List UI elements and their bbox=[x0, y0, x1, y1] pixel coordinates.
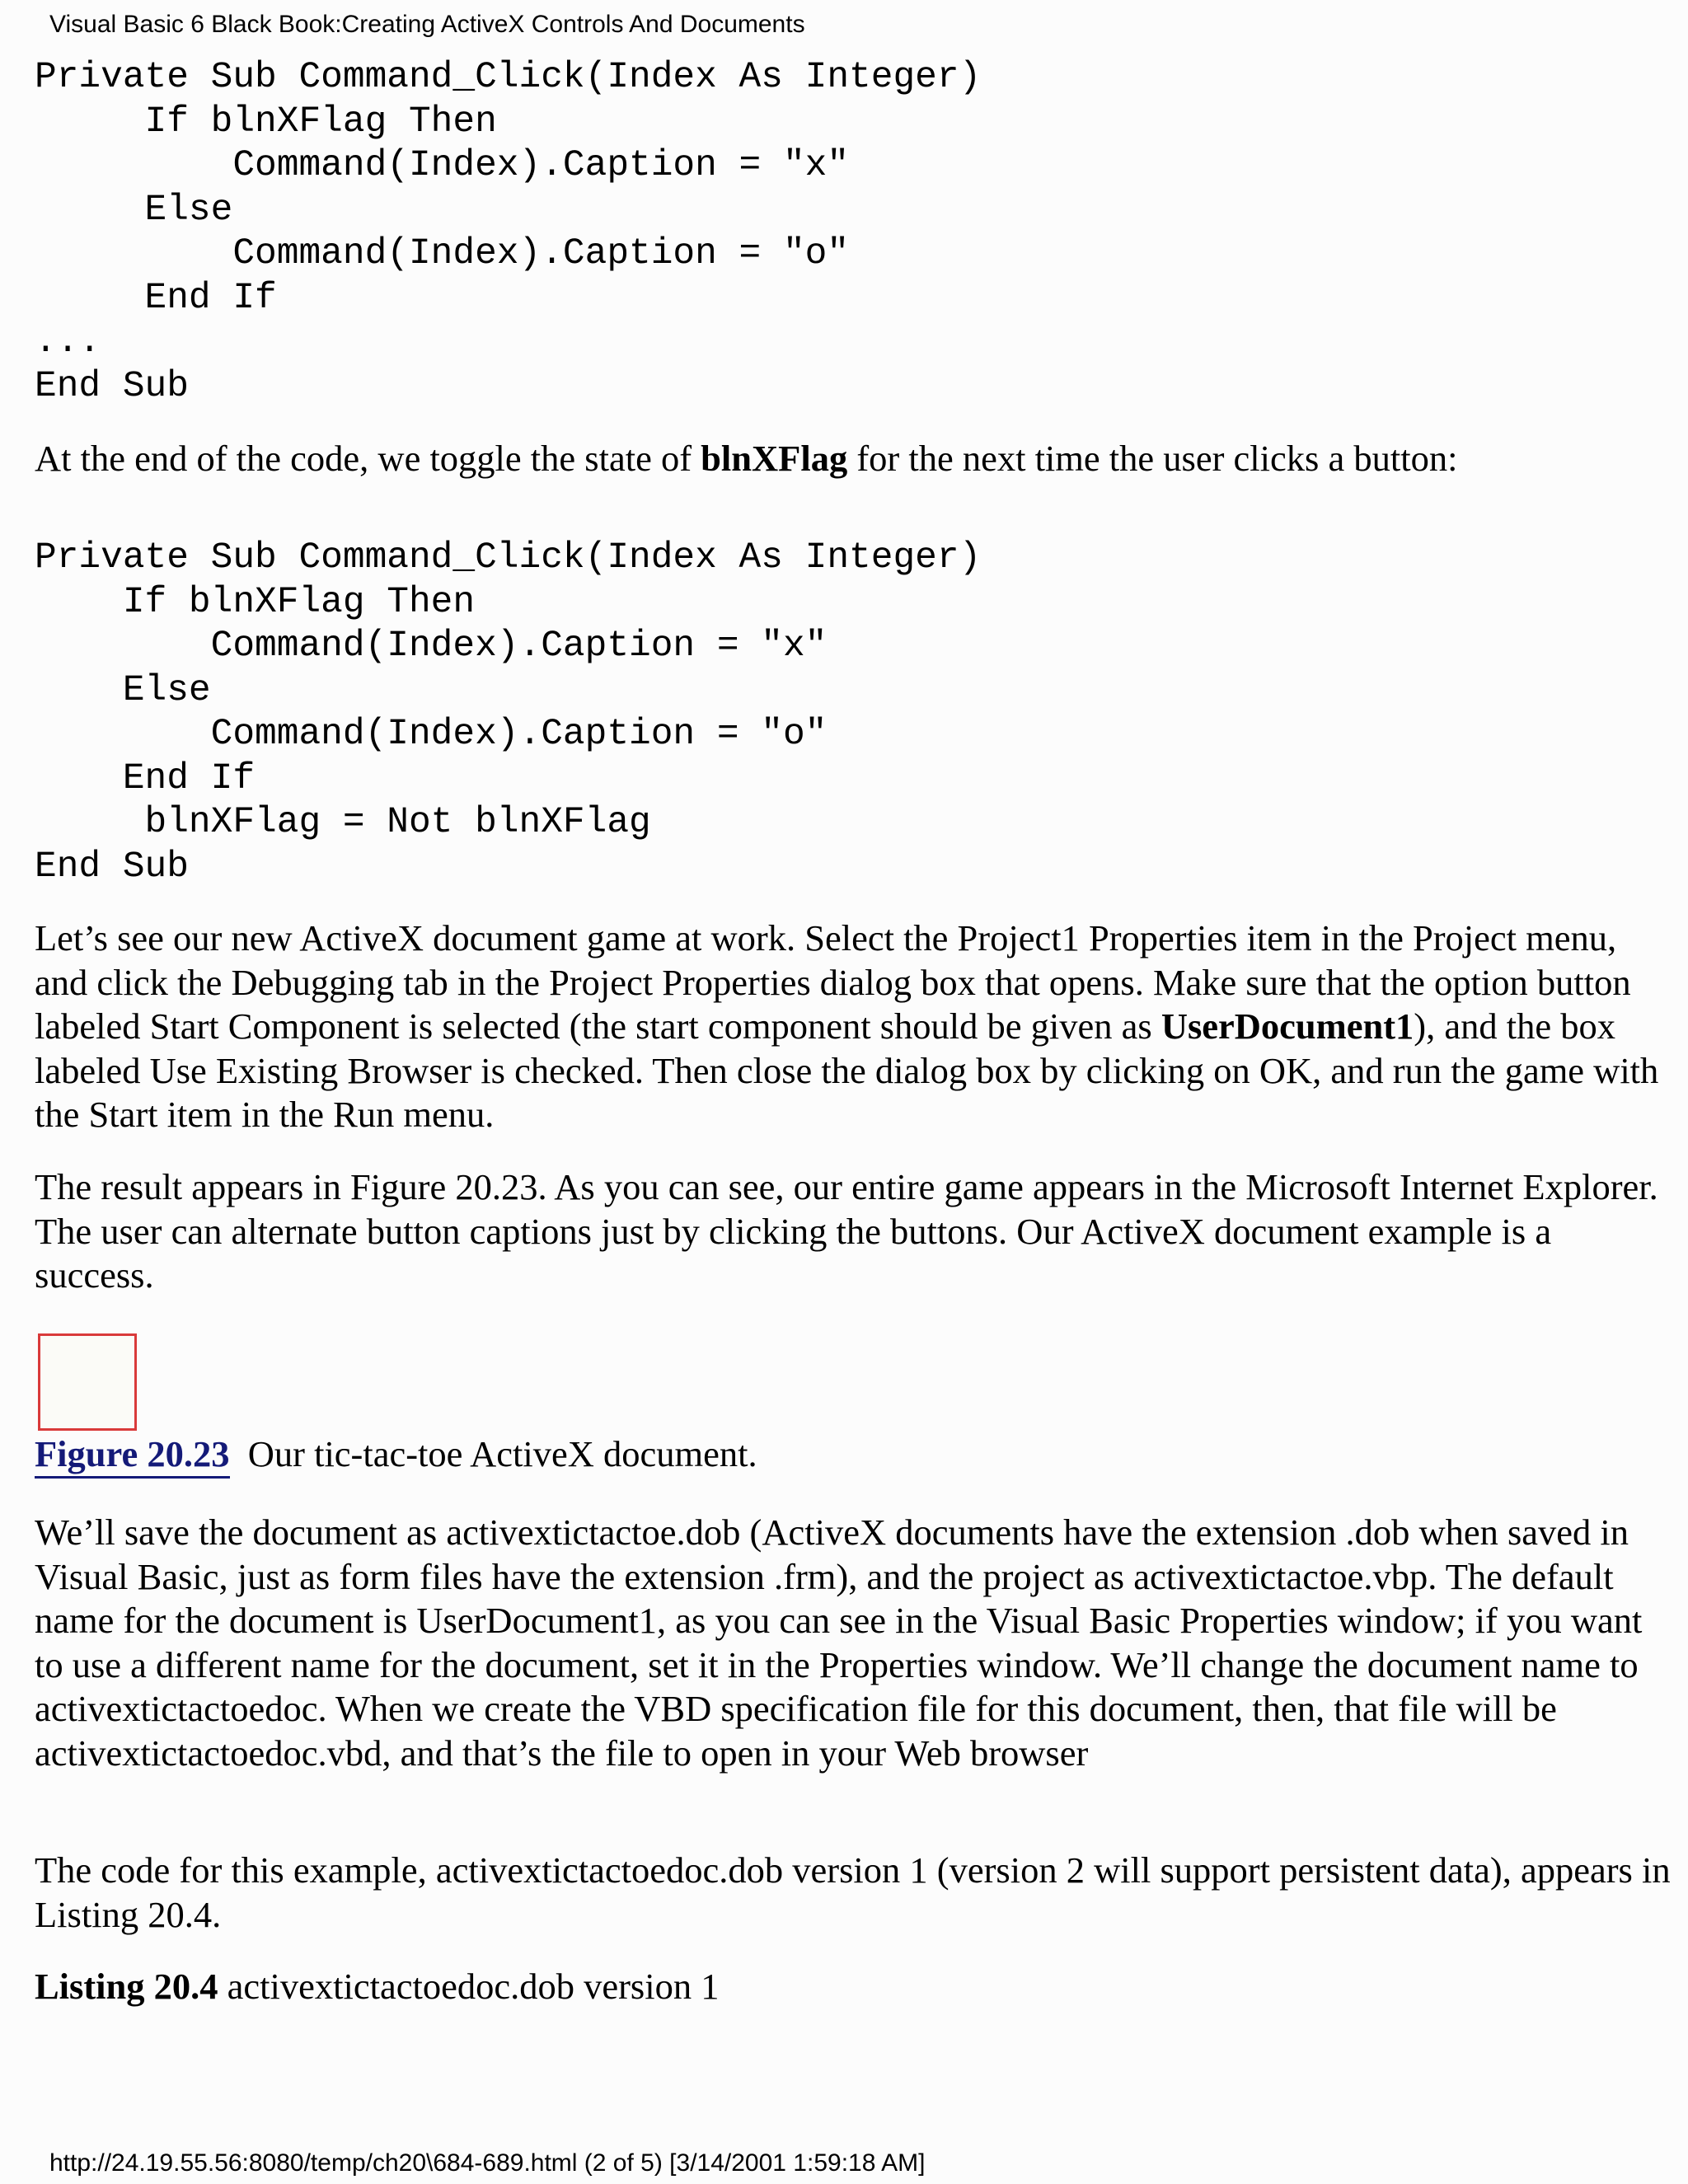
code-line: End Sub bbox=[35, 846, 189, 888]
code-block-1 bbox=[35, 56, 981, 409]
code-line: End If bbox=[35, 277, 277, 319]
figure-caption-text: Our tic-tac-toe ActiveX document. bbox=[247, 1433, 757, 1474]
listing-label: Listing 20.4 bbox=[35, 1966, 218, 2007]
bold-term: blnXFlag bbox=[701, 438, 848, 479]
code-line: End Sub bbox=[35, 365, 189, 407]
listing-title: activextictactoedoc.dob version 1 bbox=[218, 1966, 720, 2007]
figure-caption bbox=[35, 1432, 757, 1477]
paragraph-toggle: At the end of the code, we toggle the state of blnXFlag for the next time the user clicks a button: bbox=[35, 438, 1458, 479]
code-line: Else bbox=[35, 669, 211, 711]
paragraph-run-game: Let’s see our new ActiveX document game at work. Select the Project1 Properties item in the Project menu, and click the Debugging tab in the Project Properties dialog box that opens. Make sure that the option button labeled Start Component is selected (the start component should be given as UserDocument1), and the box labeled Use Existing Browser is checked. Then close the dialog box by clicking on OK, and run the game with the Start item in the Run menu. bbox=[35, 917, 1659, 1135]
page-footer-url: http://24.19.55.56:8080/temp/ch20\684-689.html (2 of 5) [3/14/2001 1:59:18 AM] bbox=[49, 2149, 926, 2177]
figure-image-placeholder[interactable] bbox=[38, 1333, 137, 1431]
code-block-2 bbox=[35, 537, 981, 889]
paragraph-code-intro: The code for this example, activextictactoedoc.dob version 1 (version 2 will support persistent data), appears in Listing 20.4. bbox=[35, 1849, 1671, 1935]
code-line: ... bbox=[35, 321, 101, 363]
code-line: Private Sub Command_Click(Index As Integer) bbox=[35, 537, 982, 579]
figure-link[interactable]: Figure 20.23 bbox=[35, 1433, 230, 1479]
code-line: Command(Index).Caption = "x" bbox=[35, 626, 828, 667]
code-line: blnXFlag = Not blnXFlag bbox=[35, 802, 651, 843]
page-header: Visual Basic 6 Black Book:Creating ActiveX Controls And Documents bbox=[49, 11, 805, 38]
code-line: Command(Index).Caption = "o" bbox=[35, 233, 850, 274]
bold-term: UserDocument1 bbox=[1160, 1005, 1414, 1047]
paragraph-result: The result appears in Figure 20.23. As you can see, our entire game appears in the Microsoft Internet Explorer. The user can alternate button captions just by clicking the buttons. Our ActiveX document example is a success. bbox=[35, 1166, 1658, 1296]
paragraph-save-document: We’ll save the document as activextictactoe.dob (ActiveX documents have the extension .dob when saved in Visual Basic, just as form files have the extension .frm), and the project as activextictactoe.vbp. The default name for the document is UserDocument1, as you can see in the Visual Basic Properties window; if you want to use a different name for the document, set it in the Properties window. We’ll change the document name to activextictactoedoc. When we create the VBD specification file for this document, then, that file will be activextictactoedoc.vbd, and that’s the file to open in your Web browser bbox=[35, 1511, 1643, 1774]
code-line: Private Sub Command_Click(Index As Integer) bbox=[35, 57, 982, 98]
code-line: If blnXFlag Then bbox=[35, 581, 476, 623]
listing-heading bbox=[35, 1965, 1675, 2009]
code-line: Command(Index).Caption = "x" bbox=[35, 145, 850, 186]
code-line: If blnXFlag Then bbox=[35, 101, 497, 143]
code-line: Else bbox=[35, 189, 233, 231]
code-line: End If bbox=[35, 757, 256, 799]
code-line: Command(Index).Caption = "o" bbox=[35, 714, 828, 755]
